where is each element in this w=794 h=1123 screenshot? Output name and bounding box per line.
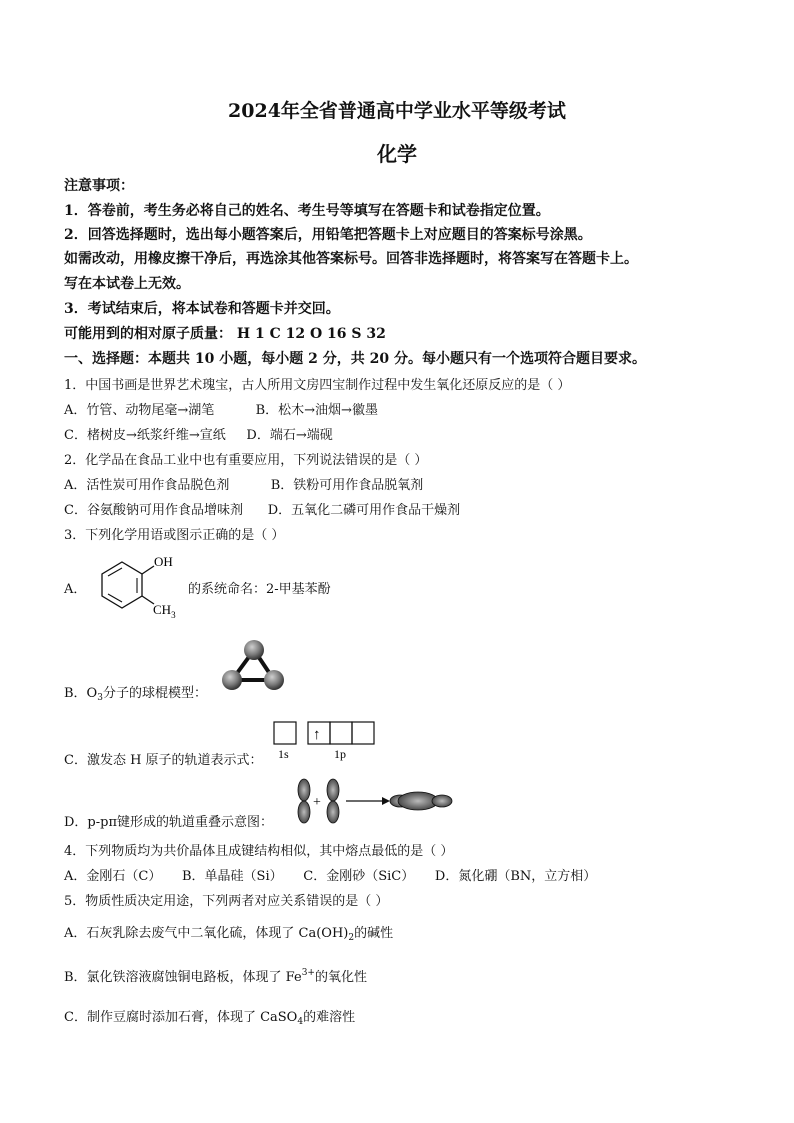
notice-heading: 注意事项： (64, 178, 134, 194)
q4-options: A．金刚石（C） B．单晶硅（Si） C．金刚砂（SiC） D．氮化硼（BN，立方相） (64, 869, 597, 884)
atomic-masses: 可能用到的相对原子质量： H 1 C 12 O 16 S 32 (64, 326, 386, 342)
q5-option-a: A．石灰乳除去废气中二氧化硫，体现了 $Ca(OH)_2$的碱性 (64, 926, 394, 943)
ozone-ball-stick-model (216, 638, 292, 694)
oh-label: OH (154, 554, 173, 569)
q3-option-a-label: A． (64, 582, 87, 597)
orbital-1p-label: 1p (334, 747, 346, 761)
notice-item-1: 1．答卷前，考生务必将自己的姓名、考生号等填写在答题卡和试卷指定位置。 (64, 203, 550, 219)
q2-stem: 2．化学品在食品工业中也有重要应用，下列说法错误的是（ ） (64, 453, 428, 468)
q5-option-c: C．制作豆腐时添加石膏，体现了 CaSO$_4$的难溶性 (64, 1010, 356, 1027)
notice-item-2: 2．回答选择题时，选出每小题答案后，用铅笔把答题卡上对应题目的答案标号涂黑。 (64, 227, 592, 243)
q1-stem: 1．中国书画是世界艺术瑰宝，古人所用文房四宝制作过程中发生氧化还原反应的是（ ） (64, 378, 571, 393)
q1-options-cd: C．楮树皮→纸浆纤维→宣纸 D．端石→端砚 (64, 428, 333, 443)
q2-options-cd: C．谷氨酸钠可用作食品增味剂 D．五氧化二磷可用作食品干燥剂 (64, 503, 461, 518)
q3-option-a-text: 的系统命名：2-甲基苯酚 (188, 582, 331, 597)
q2-options-ab: A．活性炭可用作食品脱色剂 B．铁粉可用作食品脱氧剂 (64, 478, 424, 493)
methylphenol-structure (88, 548, 188, 620)
spin-up-arrow: ↑ (313, 727, 321, 743)
ch3-label: $CH_3$ (153, 602, 176, 620)
orbital-diagram (272, 720, 382, 762)
exam-title: 2024年全省普通高中学业水平等级考试 (228, 100, 566, 122)
notice-item-2-cont: 如需改动，用橡皮擦干净后，再选涂其他答案标号。回答非选择题时，将答案写在答题卡上。 (64, 251, 638, 267)
q3-option-c-text: C．激发态 H 原子的轨道表示式： (64, 753, 263, 768)
q3-stem: 3．下列化学用语或图示正确的是（ ） (64, 528, 285, 543)
subject-title: 化学 (377, 142, 417, 166)
notice-item-3: 3．考试结束后，将本试卷和答题卡并交回。 (64, 301, 340, 317)
q5-stem: 5．物质性质决定用途，下列两者对应关系错误的是（ ） (64, 894, 389, 909)
q5-option-b: B．氯化铁溶液腐蚀铜电路板，体现了 $Fe^{3+}$的氧化性 (64, 968, 367, 985)
q4-stem: 4．下列物质均为共价晶体且成键结构相似，其中熔点最低的是（ ） (64, 844, 454, 859)
p-orbital-overlap-diagram (290, 776, 460, 826)
q3-option-d-text: D．p-pπ键形成的轨道重叠示意图： (64, 815, 274, 830)
section-heading: 一、选择题：本题共 10 小题，每小题 2 分，共 20 分。每小题只有一个选项符合题目要求。 (64, 351, 646, 367)
notice-item-2-end: 写在本试卷上无效。 (64, 276, 190, 292)
svg-text:+: + (313, 795, 321, 810)
orbital-1s-label: 1s (278, 747, 289, 761)
q3-option-b-text: B．$O_3$分子的球棍模型： (64, 686, 207, 703)
q1-options-ab: A．竹管、动物尾毫→湖笔 B．松木→油烟→徽墨 (64, 403, 378, 418)
